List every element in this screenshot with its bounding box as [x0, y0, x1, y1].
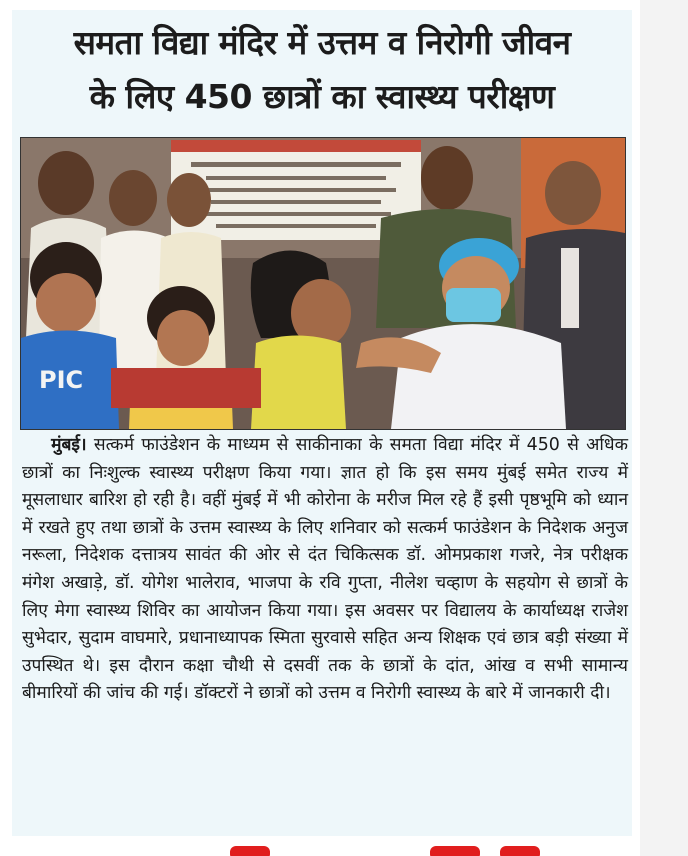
dateline: मुंबई।: [51, 435, 87, 455]
headline: [12, 16, 632, 124]
headline-line-2: के लिए 450 छात्रों का स्वास्थ्य परीक्षण: [89, 77, 555, 116]
page-edge-panel: [640, 0, 688, 856]
next-article-fragment: [200, 846, 560, 856]
article-paragraph: सत्कर्म फाउंडेशन के माध्यम से साकीनाका के समता विद्या मंदिर में 450 से अधिक छात्रों का निःशुल्क स्वास्थ्य परीक्षण किया गया। ज्ञात हो कि इस समय मुंबई समेत राज्य में मूसलाधार बारिश हो रही है। वहीं मुंबई में भी कोरोना के मरीज मिल रहे हैं इसी पृष्ठभूमि को ध्यान में रखते हुए तथा छात्रों के उत्तम स्वास्थ्य के लिए शनिवार को सत्कर्म फाउंडेशन के निदेशक अनुज नरूला, निदेशक दत्तात्रय सावंत की ओर से दंत चिकित्सक डॉ. ओमप्रकाश गजरे, नेत्र परीक्षक मंगेश अखाड़े, डॉ. योगेश भालेराव, भाजपा के रवि गुप्ता, नीलेश चव्हाण के सहयोग से छात्रों के लिए मेगा स्वास्थ्य शिविर का आयोजन किया गया। इस अवसर पर विद्यालय के कार्याध्यक्ष राजेश सुभेदार, सुदाम वाघमारे, प्रधानाध्यापक स्मिता सुरवासे सहित अन्य शिक्षक एवं छात्र बड़ी संख्या में उपस्थित थे। इस दौरान कक्षा चौथी से दसवीं तक के छात्रों के दांत, आंख व सभी सामान्य बीमारियों की जांच की गई। डॉक्टरों ने छात्रों को उत्तम व निरोगी स्वास्थ्य के बारे में जानकारी दी।: [22, 435, 628, 704]
news-clipping: [12, 10, 632, 836]
doctor-mask: [446, 288, 501, 322]
headline-line-1: समता विद्या मंदिर में उत्तम व निरोगी जीवन: [73, 23, 571, 62]
news-photo: [20, 137, 626, 430]
shirt-print: PIC: [39, 366, 84, 394]
article-body: [22, 432, 628, 708]
